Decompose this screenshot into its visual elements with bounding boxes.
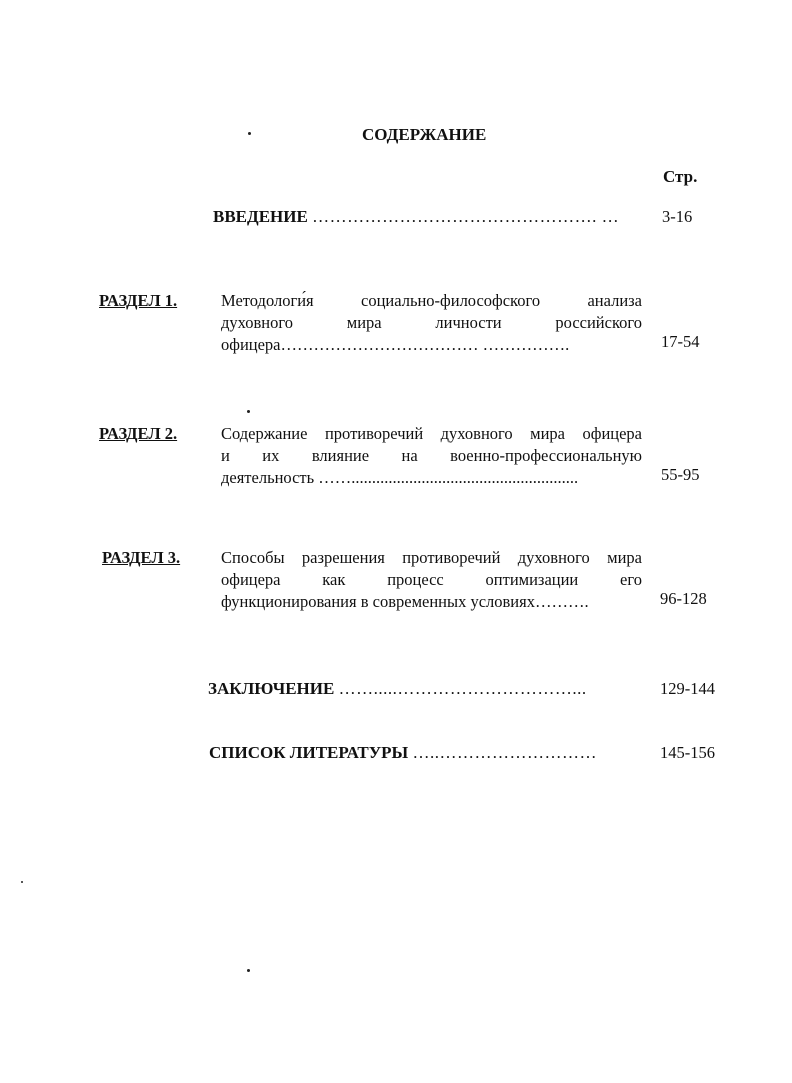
section-3-line-3: функционирования в современных условиях………. <box>221 592 589 611</box>
section-1-pages: 17-54 <box>661 332 700 351</box>
section-1-label: РАЗДЕЛ 1. <box>99 291 178 310</box>
toc-entry-references <box>209 743 597 763</box>
section-3-label: РАЗДЕЛ 3. <box>102 548 181 567</box>
section-2-line-3: деятельность ……....................................................... <box>221 468 579 487</box>
toc-conclusion-label: ЗАКЛЮЧЕНИЕ <box>208 679 335 698</box>
section-2-pages: 55-95 <box>661 465 700 484</box>
section-1-line-2: духовного мира личности российского <box>221 313 642 332</box>
section-2-title <box>221 423 642 489</box>
scan-speck <box>247 969 250 972</box>
toc-references-label: СПИСОК ЛИТЕРАТУРЫ <box>209 743 409 762</box>
section-2-line-1: Содержание противоречий духовного мира офицера <box>221 424 642 443</box>
toc-intro-label: ВВЕДЕНИЕ <box>213 207 308 226</box>
scan-speck <box>247 410 250 413</box>
scan-speck <box>21 881 23 883</box>
toc-references-dots: …..……………………… <box>412 743 598 762</box>
section-1-title <box>221 290 642 356</box>
section-3-title <box>221 547 642 613</box>
toc-entry-conclusion <box>208 679 587 699</box>
section-3-pages: 96-128 <box>660 589 707 608</box>
page-title: СОДЕРЖАНИЕ <box>362 125 487 144</box>
page-column-header: Стр. <box>663 167 698 186</box>
toc-intro-pages: 3-16 <box>662 207 693 226</box>
section-3-line-2: офицера как процесс оптимизации его <box>221 570 642 589</box>
section-3-line-1: Способы разрешения противоречий духовного мира <box>221 548 642 567</box>
scan-speck <box>248 132 251 135</box>
toc-conclusion-dots: …….....…………………………... <box>338 679 587 698</box>
section-1-line-1: Методологи́я социально-философского анализа <box>221 291 642 310</box>
section-1-line-3: офицера……………………………… ……………. <box>221 335 570 354</box>
toc-entry-intro <box>213 207 619 227</box>
section-2-label: РАЗДЕЛ 2. <box>99 424 178 443</box>
toc-conclusion-pages: 129-144 <box>660 679 715 698</box>
section-2-line-2: и их влияние на военно-профессиональную <box>221 446 642 465</box>
toc-references-pages: 145-156 <box>660 743 715 762</box>
toc-intro-dots: …………………………………………. … <box>312 207 620 226</box>
